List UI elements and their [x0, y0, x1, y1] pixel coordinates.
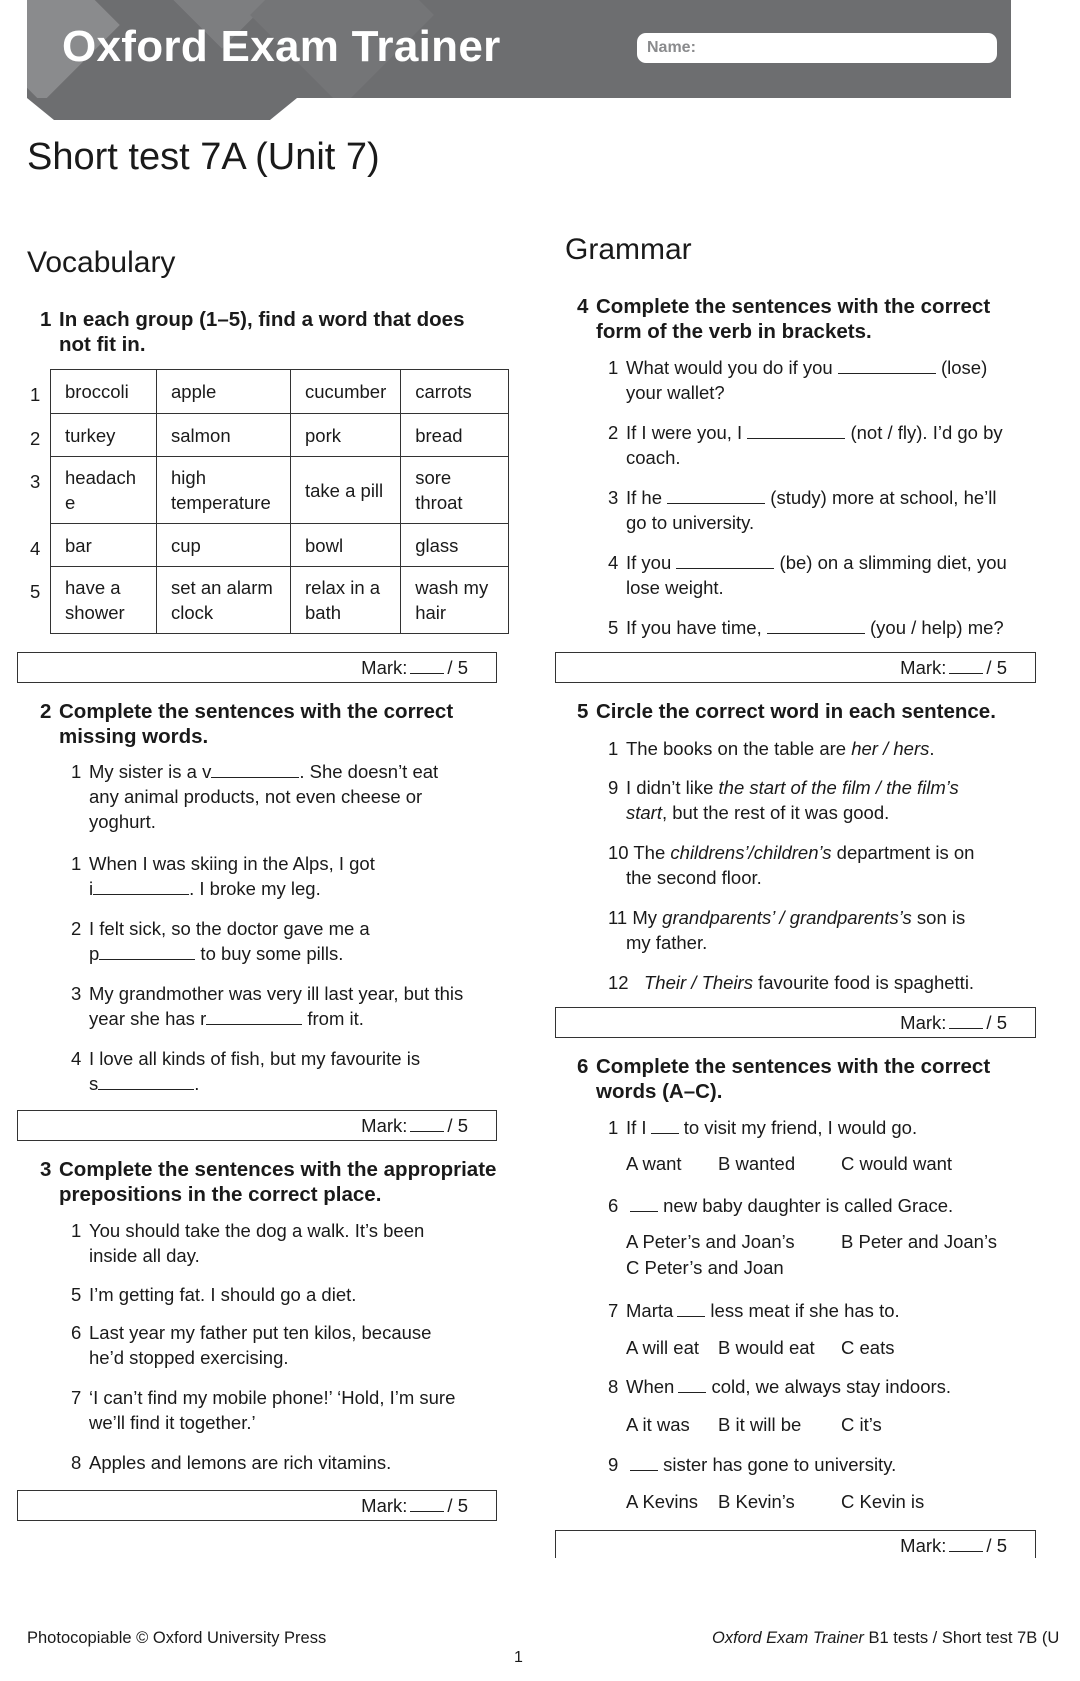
mark-blank[interactable]: [949, 1535, 983, 1552]
item-text: coach.: [626, 447, 681, 468]
exercise-1-instruction: [40, 307, 520, 357]
table-cell: bar: [51, 524, 157, 567]
table-cell: have a shower: [51, 567, 157, 634]
list-item: [608, 420, 1068, 470]
mark-label: Mark:: [900, 1012, 947, 1033]
item-text: less meat if she has to.: [705, 1300, 900, 1321]
item-text: You should take the dog a walk. It’s been: [89, 1220, 425, 1241]
mark-blank[interactable]: [949, 1012, 983, 1029]
mark-out-of: / 5: [986, 1535, 1007, 1556]
instruction-text: Complete the sentences with the correct: [596, 1055, 991, 1078]
item-text: If you have time,: [626, 617, 767, 638]
item-text: (be) on a slimming diet, you: [774, 552, 1007, 573]
list-item: [71, 851, 511, 901]
answer-blank[interactable]: [211, 760, 299, 778]
mark-out-of: / 5: [986, 657, 1007, 678]
choice-options[interactable]: her / hers: [851, 738, 930, 759]
item-number: 4: [608, 552, 619, 573]
list-item: [71, 759, 511, 834]
table-cell: take a pill: [291, 457, 401, 524]
table-cell: apple: [157, 370, 291, 414]
item-number: 9: [608, 777, 619, 798]
item-text: My sister is a v: [89, 761, 212, 782]
item-text: p: [89, 943, 100, 964]
list-item: [71, 1320, 511, 1370]
instruction-text: prepositions in the correct place.: [59, 1183, 382, 1206]
brand-title: Oxford Exam Trainer: [62, 22, 501, 71]
item-number: 8: [71, 1452, 82, 1473]
answer-blank[interactable]: [98, 1072, 194, 1090]
row-number: 5: [30, 581, 41, 602]
item-text: . She doesn’t eat: [299, 761, 439, 782]
table-cell: cucumber: [291, 370, 401, 414]
item-number: 1: [608, 357, 619, 378]
item-number: 1: [608, 1117, 619, 1138]
item-text: he’d stopped exercising.: [89, 1347, 289, 1368]
option-b[interactable]: B Peter and Joan’s: [841, 1231, 997, 1252]
list-item: [608, 1298, 1068, 1323]
item-text: son is: [911, 907, 966, 928]
grammar-heading: Grammar: [565, 233, 692, 266]
item-text: I’m getting fat. I should go a diet.: [89, 1284, 357, 1305]
name-field[interactable]: Name:: [637, 33, 997, 63]
list-item: [608, 736, 1068, 761]
table-cell: turkey: [51, 414, 157, 457]
table-cell: bread: [401, 414, 509, 457]
instruction-text: missing words.: [59, 725, 209, 748]
item-number: 11: [608, 907, 628, 928]
exercise-number: 2: [40, 700, 52, 723]
option-a[interactable]: A will eat: [626, 1337, 700, 1358]
mark-box: [17, 1490, 497, 1521]
mark-blank[interactable]: [949, 657, 983, 674]
item-number: 3: [608, 487, 619, 508]
answer-blank[interactable]: [677, 1299, 705, 1317]
list-item: [71, 1282, 511, 1307]
item-text: year she has r: [89, 1008, 207, 1029]
item-text: s: [89, 1073, 99, 1094]
footer-copyright: Photocopiable © Oxford University Press: [27, 1629, 327, 1647]
item-text: My grandmother was very ill last year, but this: [89, 983, 464, 1004]
mark-box: [17, 652, 497, 683]
page-number: 1: [514, 1649, 523, 1666]
item-text: If he: [626, 487, 668, 508]
table-cell: cup: [157, 524, 291, 567]
list-item: [71, 1385, 511, 1435]
item-number: 1: [71, 1220, 82, 1241]
exercise-number: 3: [40, 1158, 52, 1181]
answer-blank[interactable]: [93, 877, 189, 895]
item-number: 3: [71, 983, 82, 1004]
answer-blank[interactable]: [667, 486, 765, 504]
option-b[interactable]: B it will be: [718, 1414, 802, 1435]
item-text: inside all day.: [89, 1245, 200, 1266]
option-c[interactable]: C would want: [841, 1153, 953, 1174]
table-cell: wash my hair: [401, 567, 509, 634]
instruction-text: words (A–C).: [596, 1080, 723, 1103]
list-item: [608, 1115, 1068, 1140]
choice-options[interactable]: the start of the film / the film’s: [718, 777, 959, 798]
row-number: 2: [30, 428, 41, 449]
option-a[interactable]: A it was: [626, 1414, 690, 1435]
mark-blank[interactable]: [410, 657, 444, 674]
answer-blank[interactable]: [747, 421, 845, 439]
footer-series: Oxford Exam Trainer: [712, 1629, 864, 1647]
item-text: I love all kinds of fish, but my favourite is: [89, 1048, 421, 1069]
exercise-number: 1: [40, 308, 52, 331]
choice-options[interactable]: Their / Theirs: [644, 972, 753, 993]
answer-blank[interactable]: [206, 1007, 302, 1025]
instruction-text: Complete the sentences with the correct: [596, 295, 991, 318]
instruction-text: not fit in.: [59, 333, 146, 356]
row-number: 3: [30, 471, 41, 492]
table-cell: sore throat: [401, 457, 509, 524]
answer-blank[interactable]: [838, 356, 936, 374]
list-item: [71, 1450, 511, 1475]
option-b[interactable]: B wanted: [718, 1153, 796, 1174]
option-a[interactable]: A Peter’s and Joan’s: [626, 1231, 795, 1252]
item-number: 6: [608, 1195, 619, 1216]
item-text: (lose): [935, 357, 988, 378]
list-item: [71, 981, 511, 1031]
item-text: my father.: [626, 932, 708, 953]
list-item: [71, 916, 511, 966]
item-text: any animal products, not even cheese or: [89, 786, 423, 807]
item-number: 8: [608, 1376, 619, 1397]
list-item: [608, 615, 1068, 640]
list-item: [608, 1193, 1068, 1218]
item-text: . I broke my leg.: [189, 878, 321, 899]
table-cell: carrots: [401, 370, 509, 414]
answer-blank[interactable]: [630, 1194, 658, 1212]
item-text: When: [626, 1376, 675, 1397]
option-a[interactable]: A want: [626, 1153, 682, 1174]
item-text: department is on: [831, 842, 975, 863]
table-row: [51, 414, 509, 457]
option-c[interactable]: C Peter’s and Joan: [626, 1257, 784, 1278]
table-row: [51, 567, 509, 634]
vocabulary-heading: Vocabulary: [27, 246, 176, 279]
page-title: Short test 7A (Unit 7): [27, 136, 380, 178]
table-cell: headach e: [51, 457, 157, 524]
answer-blank[interactable]: [767, 616, 865, 634]
item-text: your wallet?: [626, 382, 725, 403]
item-text: favourite food is spaghetti.: [752, 972, 975, 993]
option-b[interactable]: B Kevin’s: [718, 1491, 795, 1512]
item-number: 5: [608, 617, 619, 638]
list-item: [608, 905, 1078, 955]
option-b[interactable]: B would eat: [718, 1337, 815, 1358]
item-number: 7: [71, 1387, 82, 1408]
choice-options[interactable]: grandparents’ / grandparents’s: [662, 907, 912, 928]
exercise-4-instruction: [577, 294, 1057, 344]
table-cell: high temperature: [157, 457, 291, 524]
item-text: (you / help) me?: [864, 617, 1004, 638]
table-cell: bowl: [291, 524, 401, 567]
answer-blank[interactable]: [678, 1375, 706, 1393]
item-text: My: [627, 907, 663, 928]
item-text: yoghurt.: [89, 811, 156, 832]
item-number: 1: [71, 853, 82, 874]
item-text: , but the rest of it was good.: [661, 802, 890, 823]
list-item: [608, 840, 1078, 890]
item-text: What would you do if you: [626, 357, 838, 378]
list-item: [608, 485, 1068, 535]
item-text: (not / fly). I’d go by: [845, 422, 1003, 443]
list-item: [608, 775, 1068, 825]
item-text: (study) more at school, he’ll: [765, 487, 997, 508]
mark-label: Mark:: [900, 657, 947, 678]
item-number: 1: [71, 761, 82, 782]
choice-options[interactable]: childrens’/children’s: [670, 842, 832, 863]
list-item: [608, 355, 1068, 405]
item-number: 4: [71, 1048, 82, 1069]
mark-blank[interactable]: [410, 1495, 444, 1512]
instruction-text: form of the verb in brackets.: [596, 320, 872, 343]
item-text: new baby daughter is called Grace.: [658, 1195, 954, 1216]
item-number: 1: [608, 738, 619, 759]
item-text: lose weight.: [626, 577, 724, 598]
mark-label: Mark:: [900, 1535, 947, 1556]
item-text: i: [89, 878, 94, 899]
item-text: When I was skiing in the Alps, I got: [89, 853, 375, 874]
mark-label: Mark:: [361, 1115, 408, 1136]
mark-box: [17, 1110, 497, 1141]
item-number: 2: [71, 918, 82, 939]
table-row: [51, 370, 509, 414]
mark-label: Mark:: [361, 657, 408, 678]
answer-blank[interactable]: [676, 551, 774, 569]
item-text: The books on the table are: [626, 738, 852, 759]
answer-blank[interactable]: [99, 942, 195, 960]
mark-out-of: / 5: [447, 1115, 468, 1136]
mark-box: [555, 1530, 1036, 1558]
instruction-text: Circle the correct word in each sentence.: [596, 700, 996, 723]
exercise-number: 5: [577, 700, 589, 723]
list-item: [71, 1046, 511, 1096]
item-text: ‘I can’t find my mobile phone!’ ‘Hold, I’m sure: [89, 1387, 456, 1408]
item-number: 5: [71, 1284, 82, 1305]
row-number: 1: [30, 384, 41, 405]
item-text: If I: [626, 1117, 647, 1138]
option-c[interactable]: C it’s: [841, 1414, 882, 1435]
item-text: to buy some pills.: [195, 943, 344, 964]
list-item: [608, 550, 1068, 600]
item-number: 10: [608, 842, 629, 863]
item-text: .: [194, 1073, 200, 1094]
table-cell: glass: [401, 524, 509, 567]
footer-test-name: B1 tests / Short test 7B (U: [863, 1629, 1060, 1647]
item-text: .: [929, 738, 935, 759]
mark-out-of: / 5: [447, 657, 468, 678]
footer-test-info: [712, 1629, 1059, 1648]
exercise-3-instruction: [40, 1157, 530, 1207]
exercise-number: 6: [577, 1055, 589, 1078]
list-item: [71, 1218, 511, 1268]
item-number: 12: [608, 972, 629, 993]
header-tab: [27, 98, 297, 120]
item-text: go to university.: [626, 512, 755, 533]
mark-box: [555, 652, 1036, 683]
item-number: 6: [71, 1322, 82, 1343]
table-row: [51, 524, 509, 567]
table-cell: set an alarm clock: [157, 567, 291, 634]
item-text: If you: [626, 552, 677, 573]
answer-blank[interactable]: [630, 1453, 658, 1471]
mark-out-of: / 5: [986, 1012, 1007, 1033]
table-cell: broccoli: [51, 370, 157, 414]
item-text: we’ll find it together.’: [89, 1412, 256, 1433]
mark-label: Mark:: [361, 1495, 408, 1516]
item-number: 9: [608, 1454, 619, 1475]
instruction-text: Complete the sentences with the appropriate: [59, 1158, 497, 1181]
item-text: I felt sick, so the doctor gave me a: [89, 918, 370, 939]
exercise-5-instruction: [577, 699, 1067, 724]
instruction-text: Complete the sentences with the correct: [59, 700, 454, 723]
item-text: If I were you, I: [626, 422, 748, 443]
item-text: The: [628, 842, 671, 863]
mark-box: [555, 1007, 1036, 1038]
item-text: Last year my father put ten kilos, because: [89, 1322, 432, 1343]
instruction-text: In each group (1–5), find a word that does: [59, 308, 465, 331]
exercise-2-instruction: [40, 699, 520, 749]
exercise-number: 4: [577, 295, 589, 318]
item-text: the second floor.: [626, 867, 762, 888]
item-text: Marta: [626, 1300, 674, 1321]
vocabulary-table: [50, 369, 509, 634]
option-c[interactable]: C Kevin is: [841, 1491, 925, 1512]
item-text: sister has gone to university.: [658, 1454, 897, 1475]
item-text: Apples and lemons are rich vitamins.: [89, 1452, 392, 1473]
item-text: to visit my friend, I would go.: [678, 1117, 918, 1138]
item-text: cold, we always stay indoors.: [706, 1376, 952, 1397]
table-cell: relax in a bath: [291, 567, 401, 634]
table-cell: salmon: [157, 414, 291, 457]
mark-blank[interactable]: [410, 1115, 444, 1132]
row-number: 4: [30, 538, 41, 559]
choice-options[interactable]: start: [626, 802, 662, 823]
exercise-6-instruction: [577, 1054, 1067, 1104]
list-item: [608, 1374, 1068, 1399]
list-item: [608, 970, 1078, 995]
item-text: from it.: [302, 1008, 364, 1029]
list-item: [608, 1452, 1068, 1477]
item-number: 7: [608, 1300, 619, 1321]
answer-blank[interactable]: [651, 1116, 679, 1134]
table-cell: pork: [291, 414, 401, 457]
item-number: 2: [608, 422, 619, 443]
table-row: [51, 457, 509, 524]
option-c[interactable]: C eats: [841, 1337, 895, 1358]
mark-out-of: / 5: [447, 1495, 468, 1516]
option-a[interactable]: A Kevins: [626, 1491, 698, 1512]
item-text: I didn’t like: [626, 777, 719, 798]
